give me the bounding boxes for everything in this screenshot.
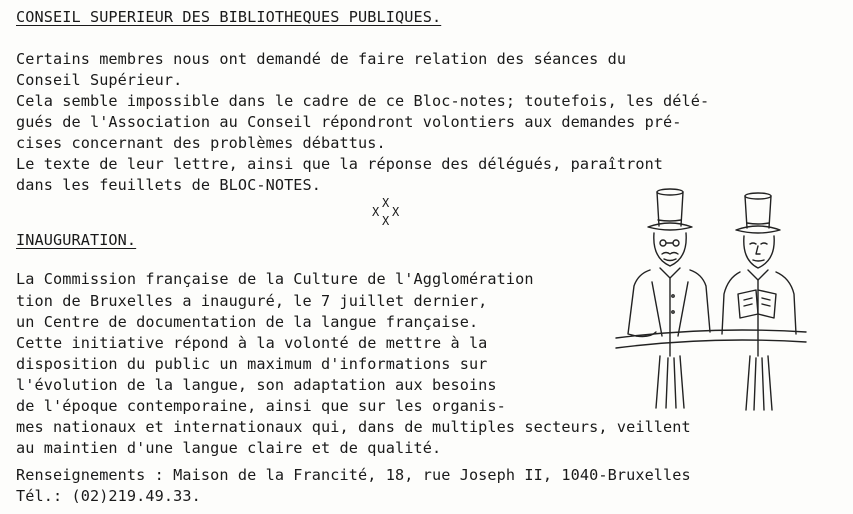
- separator-mark: X: [382, 214, 390, 228]
- paragraph-line: dans les feuillets de BLOC-NOTES.: [16, 176, 322, 194]
- paragraph-line: Certains membres nous ont demandé de faire relation des séances du: [16, 50, 627, 68]
- contact-line: Renseignements : Maison de la Francité, 18, rue Joseph II, 1040-Bruxelles: [16, 466, 691, 484]
- paragraph-line: un Centre de documentation de la langue française.: [16, 313, 479, 331]
- paragraph-line: au maintien d'une langue claire et de qualité.: [16, 439, 442, 457]
- paragraph-line: cises concernant des problèmes débattus.: [16, 134, 386, 152]
- railing: [616, 330, 806, 348]
- contact-line: Tél.: (02)219.49.33.: [16, 487, 201, 505]
- paragraph-line: La Commission française de la Culture de l'Agglomération: [16, 270, 534, 288]
- separator-mark: X: [372, 205, 380, 219]
- separator-ornament: [370, 196, 410, 230]
- paragraph-line: mes nationaux et internationaux qui, dans de multiples secteurs, veillent: [16, 418, 691, 436]
- paragraph-line: Le texte de leur lettre, ainsi que la réponse des délégués, paraîtront: [16, 155, 664, 173]
- paragraph-line: gués de l'Association au Conseil répondront volontiers aux demandes pré-: [16, 113, 682, 131]
- paragraph-line: Conseil Supérieur.: [16, 71, 183, 89]
- paragraph-line: disposition du public un maximum d'informations sur: [16, 355, 488, 373]
- section-heading-inauguration: INAUGURATION.: [16, 231, 137, 249]
- paragraph-line: de l'époque contemporaine, ainsi que sur les organis-: [16, 397, 506, 415]
- paragraph-line: Cela semble impossible dans le cadre de ce Bloc-notes; toutefois, les délé-: [16, 92, 710, 110]
- left-gentleman-figure: [628, 189, 710, 408]
- separator-mark: X: [382, 196, 390, 210]
- paragraph-line: l'évolution de la langue, son adaptation aux besoins: [16, 376, 497, 394]
- section-heading-conseil: CONSEIL SUPERIEUR DES BIBLIOTHEQUES PUBLIQUES.: [16, 8, 442, 26]
- two-gentlemen-illustration: [610, 186, 810, 416]
- paragraph-line: Cette initiative répond à la volonté de mettre à la: [16, 334, 488, 352]
- paragraph-line: tion de Bruxelles a inauguré, le 7 juillet dernier,: [16, 292, 488, 310]
- right-gentleman-figure: [722, 193, 796, 410]
- separator-mark: X: [392, 205, 400, 219]
